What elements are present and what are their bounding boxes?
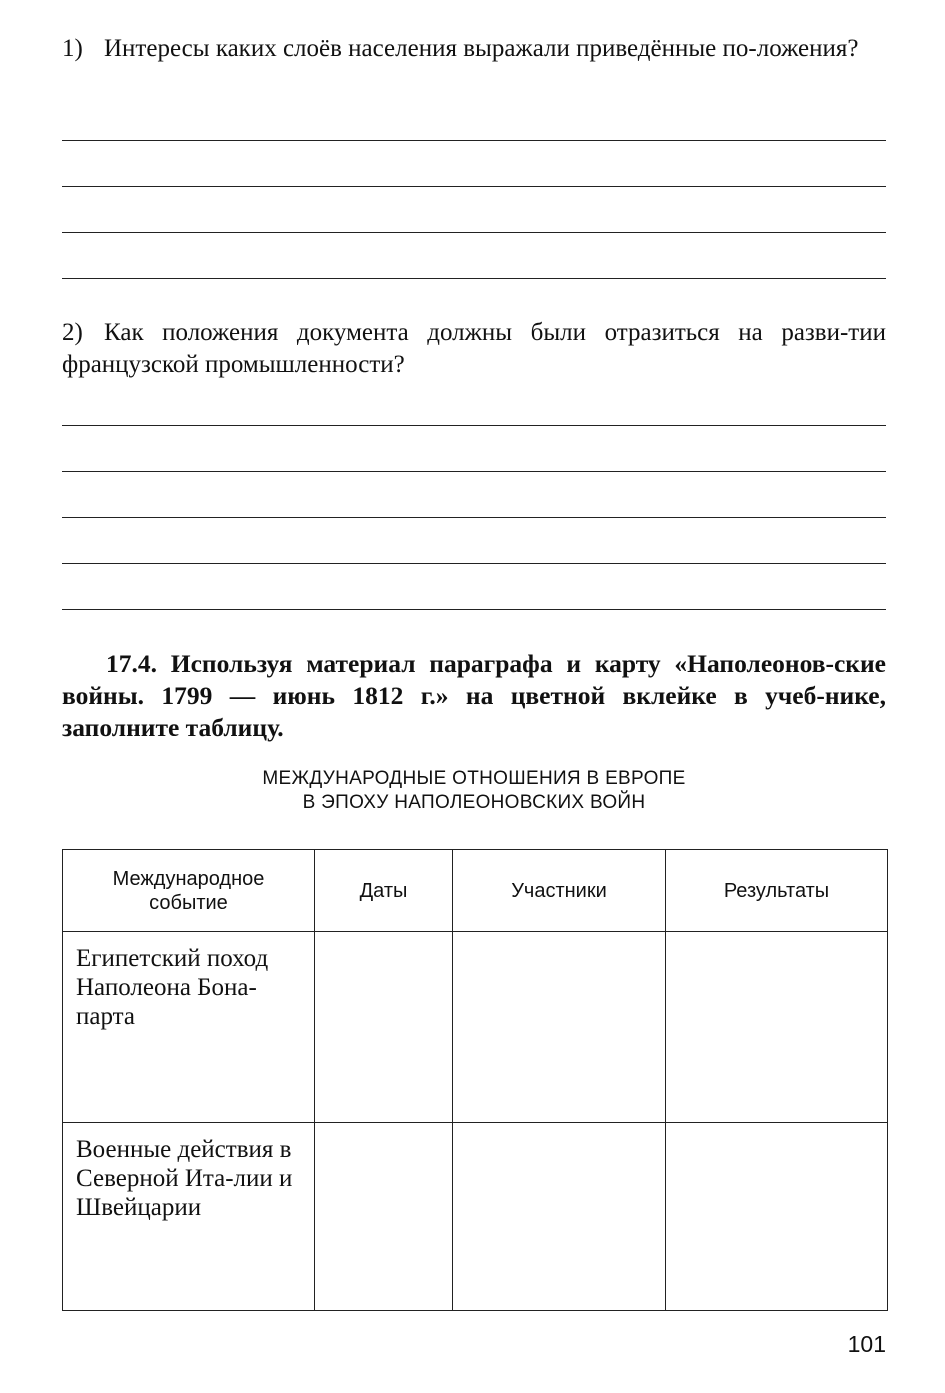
answer-line-q2-5[interactable]	[62, 609, 886, 610]
header-dates: Даты	[315, 850, 453, 932]
question-1-text: Интересы каких слоёв населения выражали приведённые по-ложения?	[104, 35, 859, 62]
header-participants: Участники	[453, 850, 666, 932]
answer-line-q2-2[interactable]	[62, 471, 886, 472]
table-title-line-2: В ЭПОХУ НАПОЛЕОНОВСКИХ ВОЙН	[302, 792, 646, 813]
answer-line-q2-3[interactable]	[62, 517, 886, 518]
task-number: 17.4.	[106, 649, 157, 678]
task-17-4	[62, 648, 886, 744]
table-row	[63, 1123, 888, 1311]
question-1-number: 1)	[62, 35, 83, 62]
row-1-participants-cell[interactable]	[453, 932, 666, 1123]
row-2-participants-cell[interactable]	[453, 1123, 666, 1311]
table-header-row	[63, 850, 888, 932]
answer-line-q1-1[interactable]	[62, 140, 886, 141]
table-title-line-1: МЕЖДУНАРОДНЫЕ ОТНОШЕНИЯ В ЕВРОПЕ	[262, 768, 686, 789]
row-1-dates-cell[interactable]	[315, 932, 453, 1123]
row-2-results-cell[interactable]	[666, 1123, 888, 1311]
question-2-number: 2)	[62, 319, 83, 346]
row-2-dates-cell[interactable]	[315, 1123, 453, 1311]
answer-line-q2-1[interactable]	[62, 425, 886, 426]
answer-line-q1-4[interactable]	[62, 278, 886, 279]
question-2	[62, 317, 886, 381]
answer-line-q1-2[interactable]	[62, 186, 886, 187]
header-results: Результаты	[666, 850, 888, 932]
events-table	[62, 849, 888, 1311]
row-1-event: Египетский поход Наполеона Бона-парта	[63, 932, 315, 1123]
header-event: Международное событие	[63, 850, 315, 932]
row-2-event: Военные действия в Северной Ита-лии и Швейцарии	[63, 1123, 315, 1311]
answer-line-q1-3[interactable]	[62, 232, 886, 233]
row-1-results-cell[interactable]	[666, 932, 888, 1123]
table-row	[63, 932, 888, 1123]
page-number: 101	[847, 1331, 886, 1357]
question-2-text: Как положения документа должны были отразиться на разви-тии французской промышленности?	[62, 319, 886, 378]
table-title	[62, 767, 886, 815]
answer-line-q2-4[interactable]	[62, 563, 886, 564]
question-1	[62, 33, 886, 65]
task-text: Используя материал параграфа и карту «Наполеонов-ские войны. 1799 — июнь 1812 г.» на цветной вклейке в учеб-нике, заполните таблицу.	[62, 649, 887, 742]
